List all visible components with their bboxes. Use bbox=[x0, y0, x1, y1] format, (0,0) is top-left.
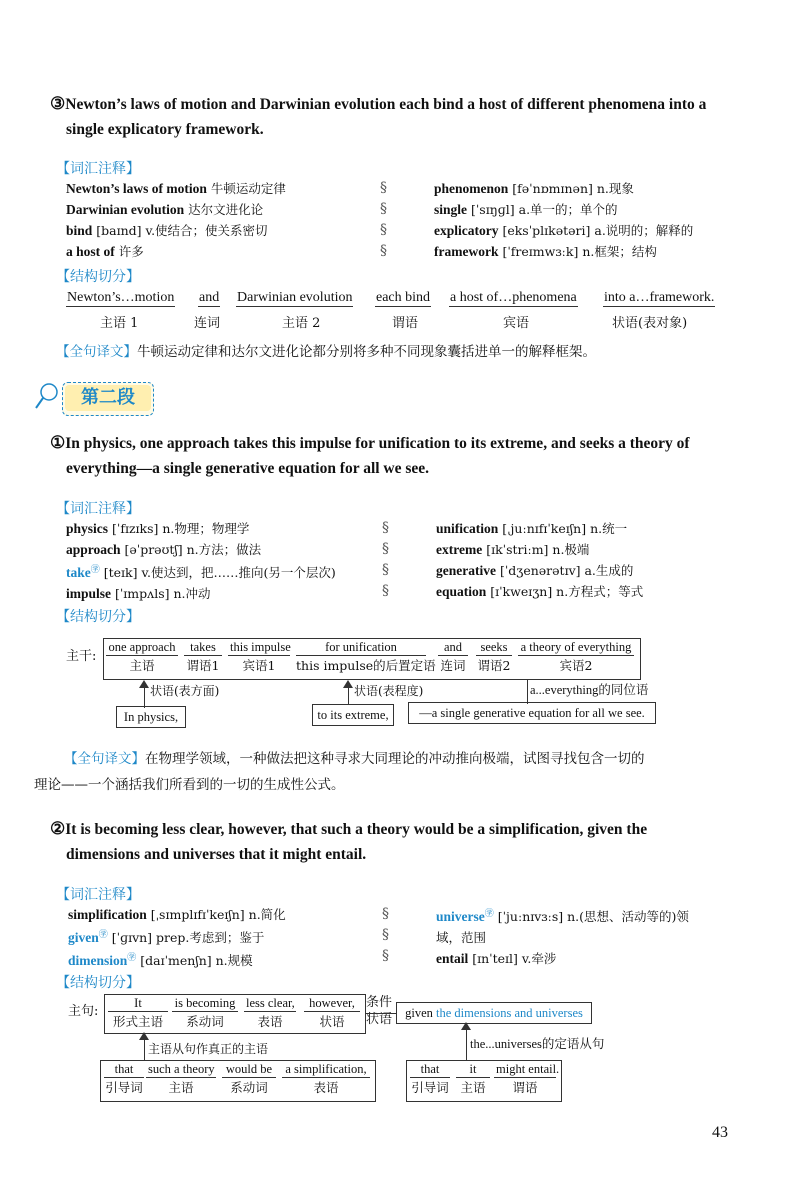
magnifier-icon bbox=[34, 382, 60, 416]
vocab-left-list bbox=[66, 178, 386, 262]
vocab-item: dimension㊫ [daɪˈmenʃn] n.规模 bbox=[68, 953, 253, 969]
split-word: and bbox=[199, 290, 220, 305]
arrow-up-icon bbox=[461, 1022, 471, 1030]
annotation: the...universes的定语从句 bbox=[470, 1037, 605, 1051]
structure-cell: this impulse 宾语1 bbox=[230, 640, 291, 673]
vocab-item: entail [ɪnˈteɪl] v.牵涉 bbox=[436, 951, 557, 967]
annotation: 状语(表程度) bbox=[354, 684, 424, 698]
vocab-label: 【词汇注释】 bbox=[56, 501, 140, 517]
main-label: 主干: bbox=[66, 649, 97, 664]
structure-cell: a theory of everything 宾语2 bbox=[518, 640, 634, 674]
vocab-item: equation [ɪˈkweɪʒn] n.方程式；等式 bbox=[436, 584, 644, 599]
connector bbox=[144, 688, 145, 708]
split-label: 【结构切分】 bbox=[56, 975, 140, 991]
connector bbox=[366, 1013, 396, 1014]
wave-divider: § § § § bbox=[380, 180, 387, 259]
vocab-right-list bbox=[434, 178, 754, 262]
split-role: 主语 1 bbox=[100, 316, 139, 331]
split-word: Newton’s…motion bbox=[67, 290, 175, 305]
modifier-box: to its extreme, bbox=[312, 704, 394, 726]
given-box: given the dimensions and universes bbox=[396, 1002, 592, 1024]
vocab-item: given㊫ [ˈɡɪvn] prep.考虑到；鉴于 bbox=[68, 930, 265, 946]
structure-cell: might entail. 谓语 bbox=[496, 1062, 560, 1095]
vocab-right-list bbox=[436, 904, 756, 969]
vocab-item: unification [ˌjuːnɪfɪˈkeɪʃn] n.统一 bbox=[436, 521, 628, 536]
split-word: a host of…phenomena bbox=[450, 290, 577, 305]
vocab-item: simplification [ˌsɪmplɪfɪˈkeɪʃn] n.简化 bbox=[68, 907, 286, 922]
sentence-2-line2: dimensions and universes that it might entail. bbox=[66, 846, 367, 863]
split-word: into a…framework. bbox=[604, 290, 715, 305]
sentence-3: ③Newton’s laws of motion and Darwinian evolution each bind a host of different phenomena into a bbox=[50, 94, 707, 113]
paragraph-title-badge bbox=[62, 382, 154, 416]
vocab-item: explicatory [eksˈplɪkətəri] a.说明的；解释的 bbox=[434, 223, 694, 238]
vocab-right-list bbox=[436, 518, 766, 602]
paragraph-title: 第二段 bbox=[65, 385, 151, 411]
structure-cell: however, 状语 bbox=[304, 996, 360, 1030]
split-role: 谓语 bbox=[392, 316, 419, 331]
modifier-box: —a single generative equation for all we see. bbox=[408, 702, 656, 724]
vocab-item: extreme [ɪkˈstriːm] n.极端 bbox=[436, 542, 590, 557]
vocab-item: bind [baɪnd] v.使结合；使关系密切 bbox=[66, 223, 268, 238]
vocab-left-list bbox=[68, 904, 398, 971]
structure-cell: it 主语 bbox=[456, 1062, 490, 1096]
structure-cell: and 连词 bbox=[438, 640, 468, 674]
vocab-item: generative [ˈdʒenərətɪv] a.生成的 bbox=[436, 563, 634, 578]
connector bbox=[144, 1040, 145, 1060]
arrow-up-icon bbox=[139, 1032, 149, 1040]
vocab-item: Newton’s laws of motion 牛顿运动定律 bbox=[66, 181, 286, 196]
split-role: 主语 2 bbox=[282, 316, 321, 331]
vocab-item: physics [ˈfɪzɪks] n.物理；物理学 bbox=[66, 521, 250, 536]
connector bbox=[348, 688, 349, 704]
split-label: 【结构切分】 bbox=[56, 609, 140, 625]
vocab-item: 域，范围 bbox=[436, 930, 487, 946]
annotation: a...everything的同位语 bbox=[530, 683, 649, 697]
structure-cell: is becoming 系动词 bbox=[172, 996, 238, 1030]
split-label: 【结构切分】 bbox=[56, 269, 140, 285]
translation-line2: 理论——一个涵括我们所看到的一切的生成性公式。 bbox=[34, 777, 345, 793]
arrow-up-icon bbox=[343, 680, 353, 688]
vocab-label: 【词汇注释】 bbox=[56, 887, 140, 903]
connector bbox=[527, 680, 528, 704]
vocab-item: approach [əˈprəʊtʃ] n.方法；做法 bbox=[66, 542, 262, 557]
structure-cell: takes 谓语1 bbox=[184, 640, 222, 674]
sentence-2: ②It is becoming less clear, however, that such a theory would be a simplification, given the bbox=[50, 819, 648, 838]
vocab-item: phenomenon [fəˈnɒmɪnən] n.现象 bbox=[434, 181, 634, 196]
vocab-item: impulse [ˈɪmpʌls] n.冲动 bbox=[66, 586, 211, 602]
split-word: Darwinian evolution bbox=[237, 290, 353, 305]
structure-cell: less clear, 表语 bbox=[246, 996, 295, 1029]
vocab-item: Darwinian evolution 达尔文进化论 bbox=[66, 202, 264, 217]
modifier-box: In physics, bbox=[116, 706, 186, 728]
wave-divider: § § § bbox=[382, 906, 389, 964]
structure-cell: It 形式主语 bbox=[108, 996, 168, 1030]
split-word: each bind bbox=[376, 290, 431, 305]
structure-cell: one approach 主语 bbox=[106, 640, 178, 674]
annotation: 状语(表方面) bbox=[150, 684, 220, 698]
split-role: 连词 bbox=[194, 316, 221, 331]
vocab-item: take㊫ [teɪk] v.使达到，把……推向(另一个层次) bbox=[66, 565, 336, 581]
split-role: 状语(表对象) bbox=[612, 316, 688, 331]
structure-cell: that 引导词 bbox=[411, 1062, 449, 1095]
vocab-item: a host of 许多 bbox=[66, 244, 144, 259]
structure-cell: seeks 谓语2 bbox=[477, 640, 511, 673]
vocab-label: 【词汇注释】 bbox=[56, 161, 140, 177]
vocab-item: framework [ˈfreɪmwɜːk] n.框架；结构 bbox=[434, 244, 657, 259]
vocab-left-list bbox=[66, 518, 396, 604]
structure-cell: such a theory 主语 bbox=[148, 1062, 215, 1095]
translation: 【全句译文】在物理学领域，一种做法把这种寻求大同理论的冲动推向极端，试图寻找包含一切的 bbox=[64, 751, 645, 767]
annotation: 主语从句作真正的主语 bbox=[148, 1042, 269, 1056]
structure-cell: would be 系动词 bbox=[222, 1062, 276, 1096]
page-number: 43 bbox=[712, 1124, 728, 1141]
sentence-1: ①In physics, one approach takes this impulse for unification to its extreme, and seeks a theory of bbox=[50, 433, 690, 452]
structure-cell: a simplification, 表语 bbox=[282, 1062, 370, 1096]
translation: 【全句译文】牛顿运动定律和达尔文进化论都分别将多种不同现象囊括进单一的解释框架。 bbox=[56, 344, 596, 360]
arrow-up-icon bbox=[139, 680, 149, 688]
sentence-3-line2: single explicatory framework. bbox=[66, 121, 264, 138]
vocab-item: universe㊫ [ˈjuːnɪvɜːs] n.(思想、活动等的)领 bbox=[436, 909, 689, 925]
vocab-item: single [ˈsɪŋɡl] a.单一的；单个的 bbox=[434, 202, 618, 217]
condition-label: 条件 状语 bbox=[366, 995, 393, 1027]
structure-cell: for unification this impulse的后置定语 bbox=[296, 640, 436, 673]
wave-divider: § § § § bbox=[382, 520, 389, 599]
split-role: 宾语 bbox=[503, 316, 530, 331]
connector bbox=[466, 1030, 467, 1060]
main-label: 主句: bbox=[68, 1004, 99, 1019]
structure-cell: that 引导词 bbox=[105, 1062, 143, 1095]
sentence-1-line2: everything—a single generative equation for all we see. bbox=[66, 460, 430, 477]
